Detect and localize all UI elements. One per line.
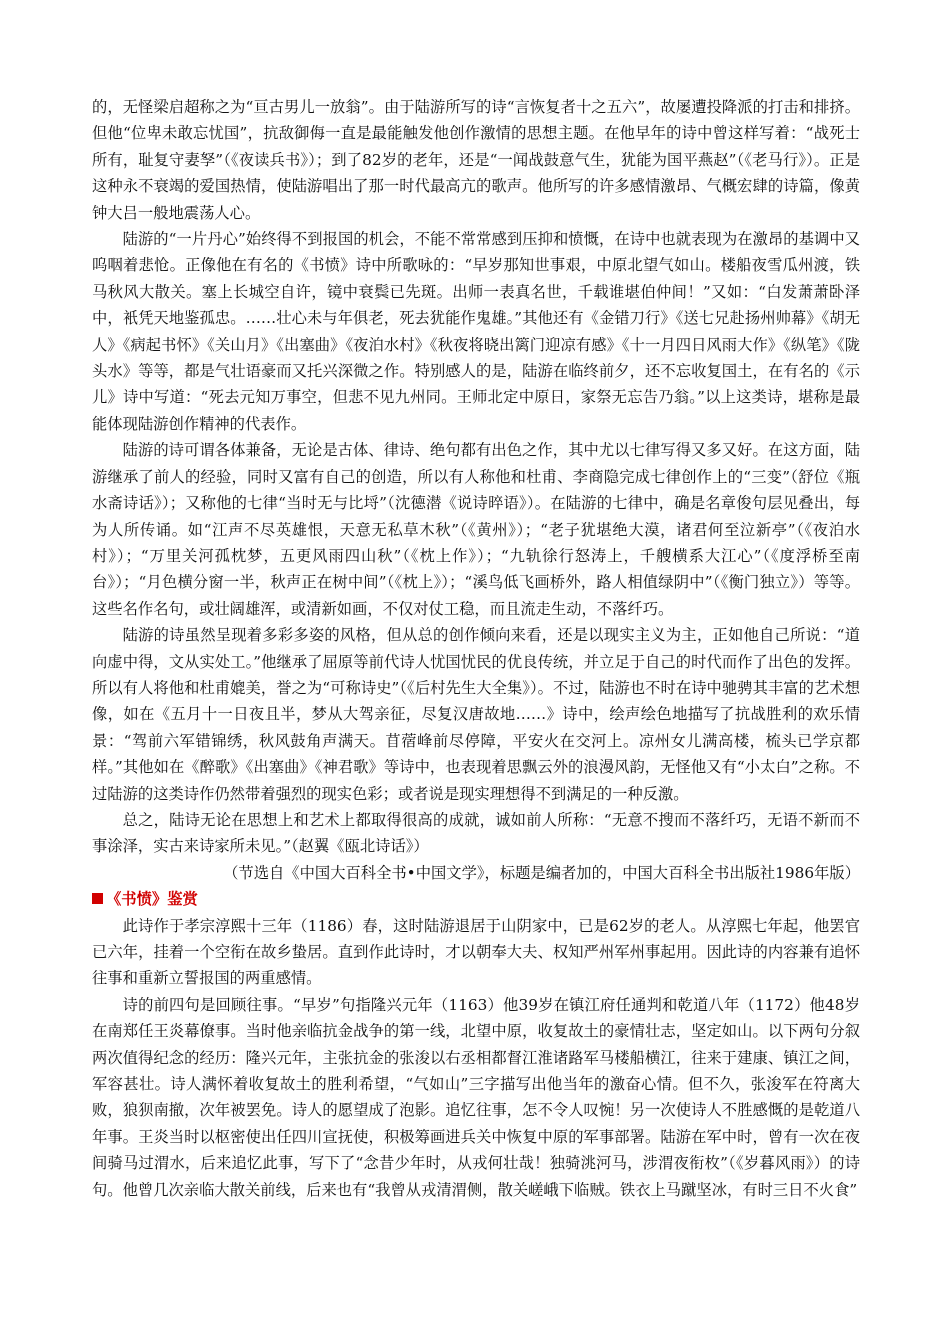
section-heading: [92, 886, 860, 912]
section-heading-text: 《书愤》鉴赏: [106, 890, 198, 909]
paragraph-realism: 陆游的诗虽然呈现着多彩多姿的风格，但从总的创作倾向来看，还是以现实主义为主，正如他自己所说：“道向虚中得，文从实处工。”他继承了屈原等前代诗人忧国忧民的优良传统，并立足于自己的时代而作了出色的发挥。所以有人将他和杜甫媲美，誉之为“可称诗史”（《后村先生大全集》）。不过，陆游也不时在诗中驰骋其丰富的艺术想像，如在《五月十一日夜且半，梦从大驾亲征，尽复汉唐故地……》诗中，绘声绘色地描写了抗战胜利的欢乐情景：“驾前六军错锦绣，秋风鼓角声满天。苜蓿峰前尽停障，平安火在交河上。凉州女儿满高楼，梳头已学京都样。”其他如在《醉歌》《出塞曲》《神君歌》等诗中，也表现着思飘云外的浪漫风韵，无怪他又有“小太白”之称。不过陆游的这类诗作仍然带着强烈的现实色彩；或者说是现实理想得不到满足的一种反激。: [92, 626, 860, 803]
document-page: [92, 94, 860, 1203]
paragraph-qilv: 陆游的诗可谓各体兼备，无论是古体、律诗、绝句都有出色之作，其中尤以七律写得又多又好。在这方面，陆游继承了前人的经验，同时又富有自己的创造，所以有人称他和杜甫、李商隐完成七律创作上的“三变”（舒位《瓶水斋诗话》）；又称他的七律“当时无与比埒”（沈德潜《说诗晬语》）。在陆游的七律中，确是名章俊句层见叠出，每为人所传诵。如“江声不尽英雄恨，天意无私草木秋”（《黄州》）；“老子犹堪绝大漠，诸君何至泣新亭”（《夜泊水村》）；“万里关河孤枕梦，五更风雨四山秋”（《枕上作》）；“九轨徐行怒涛上，千艘横系大江心”（《度浮桥至南台》）；“月色横分窗一半，秋声正在树中间”（《枕上》）；“溪鸟低飞画桥外，路人相值绿阴中”（《衡门独立》）等等。这些名作名句，或壮阔雄浑，或清新如画，不仅对仗工稳，而且流走生动，不落纤巧。: [92, 441, 860, 618]
paragraph-yipian-danxin: 陆游的“一片丹心”始终得不到报国的机会，不能不常常感到压抑和愤慨，在诗中也就表现为在激昂的基调中又呜咽着悲怆。正像他在有名的《书愤》诗中所歌咏的：“早岁那知世事艰，中原北望气如山。楼船夜雪瓜州渡，铁马秋风大散关。塞上长城空自许，镜中衰鬓已先斑。出师一表真名世，千载谁堪伯仲间！”又如：“白发萧萧卧泽中，衹凭天地鉴孤忠。……壮心未与年俱老，死去犹能作鬼雄。”其他还有《金错刀行》《送七兄赴扬州帅幕》《胡无人》《病起书怀》《关山月》《出塞曲》《夜泊水村》《秋夜将晓出篱门迎凉有感》《十一月四日风雨大作》《纵笔》《陇头水》等等，都是气壮语豪而又托兴深微之作。特别感人的是，陆游在临终前夕，还不忘收复国土，在有名的《示儿》诗中写道：“死去元知万事空，但悲不见九州同。王师北定中原日，家祭无忘告乃翁。”以上这类诗，堪称是最能体现陆游创作精神的代表作。: [92, 230, 860, 433]
source-note: （节选自《中国大百科全书•中国文学》，标题是编者加的，中国大百科全书出版社1986年版）: [223, 863, 860, 882]
section-paragraph-analysis: 诗的前四句是回顾往事。“早岁”句指隆兴元年（1163）他39岁在镇江府任通判和乾道八年（1172）他48岁在南郑任王炎幕僚事。当时他亲临抗金战争的第一线，北望中原，收复故土的豪情壮志，坚定如山。以下两句分叙两次值得纪念的经历：隆兴元年，主张抗金的张浚以右丞相都督江淮诸路军马楼船横江，往来于建康、镇江之间，军容甚壮。诗人满怀着收复故土的胜利希望，“气如山”三字描写出他当年的激奋心情。但不久，张浚军在符离大败，狼狈南撤，次年被罢免。诗人的愿望成了泡影。追忆往事，怎不令人叹惋！另一次使诗人不胜感慨的是乾道八年事。王炎当时以枢密使出任四川宣抚使，积极筹画进兵关中恢复中原的军事部署。陆游在军中时，曾有一次在夜间骑马过渭水，后来追忆此事，写下了“念昔少年时，从戎何壮哉！独骑洮河马，涉渭夜衔枚”（《岁暮风雨》）的诗句。他曾几次亲临大散关前线，后来也有“我曾从戎清渭侧，散关嵯峨下临贼。铁衣上马蹴坚冰，有时三日不火食”: [92, 995, 860, 1199]
red-square-icon: [92, 893, 103, 904]
paragraph-conclusion: 总之，陆诗无论在思想上和艺术上都取得很高的成就，诚如前人所称：“无意不搜而不落纤巧，无语不新而不事涂泽，实古来诗家所未见。”（赵翼《瓯北诗话》）: [92, 810, 860, 856]
section-paragraph-background: 此诗作于孝宗淳熙十三年（1186）春，这时陆游退居于山阴家中，已是62岁的老人。从淳熙七年起，他罢官已六年，挂着一个空衔在故乡蛰居。直到作此诗时，才以朝奉大夫、权知严州军州事起用。因此诗的内容兼有追怀往事和重新立誓报国的两重感情。: [92, 916, 860, 988]
paragraph-continuation: 的，无怪梁启超称之为“亘古男儿一放翁”。由于陆游所写的诗“言恢复者十之五六”，故屡遭投降派的打击和排挤。但他“位卑未敢忘忧国”，抗敌御侮一直是最能触发他创作激情的思想主题。在他早年的诗中曾这样写着：“战死士所有，耻复守妻孥”（《夜读兵书》）；到了82岁的老年，还是“一闻战鼓意气生，犹能为国平燕赵”（《老马行》）。正是这种永不衰竭的爱国热情，使陆游唱出了那一时代最高亢的歌声。他所写的许多感情激昂、气概宏肆的诗篇，像黄钟大吕一般地震荡人心。: [92, 98, 860, 222]
